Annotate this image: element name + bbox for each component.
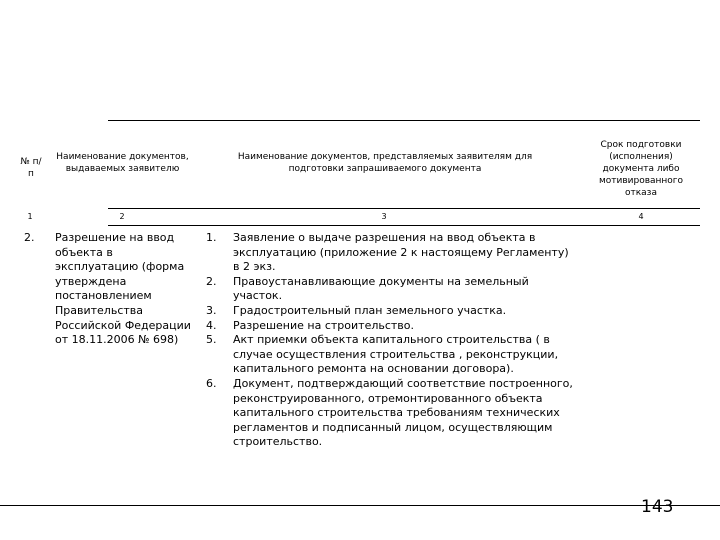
list-item <box>206 231 576 275</box>
list-item-number: 1. <box>206 231 217 244</box>
header-number: № п/п <box>20 157 42 179</box>
list-item <box>206 377 576 450</box>
page-number: 143 <box>641 497 674 517</box>
number-row-rule <box>108 225 700 226</box>
list-item-number: 2. <box>206 274 217 288</box>
list-item-text: Заявление о выдаче разрешения на ввод объекта в эксплуатацию (приложение 2 к настоящему Регламенту) в 2 экз. <box>233 231 569 274</box>
column-number-3: 3 <box>381 212 387 221</box>
list-item-number: 4. <box>206 318 217 332</box>
header-bottom-rule <box>108 208 700 209</box>
column-number-1: 1 <box>27 212 33 221</box>
header-deadline: Срок подготовки (исполнения) документа либо мотивированного отказа <box>598 140 684 198</box>
list-item-number: 5. <box>206 333 217 347</box>
list-item <box>206 319 576 334</box>
list-item-text: Правоустанавливающие документы на земельный участок. <box>233 274 529 303</box>
issued-document-cell: Разрешение на ввод объекта в эксплуатацию (форма утверждена постановлением Правительства Российской Федерации от 18.11.2006 № 698) <box>55 231 191 347</box>
page-bottom-rule <box>0 505 720 506</box>
list-item <box>206 275 576 304</box>
table-top-rule <box>108 120 700 121</box>
list-item-text: Документ, подтверждающий соответствие построенного, реконструированного, отремонтированного объекта капитального строительства требованиям технических регламентов и подписанный лицом, осуществляющим строительство. <box>233 376 573 449</box>
header-issued-documents: Наименование документов, выдаваемых заявителю <box>56 152 189 174</box>
list-item-text: Градостроительный план земельного участка. <box>233 303 507 317</box>
column-number-4: 4 <box>638 212 644 221</box>
list-item-number: 6. <box>206 376 217 390</box>
column-number-2: 2 <box>119 212 125 221</box>
list-item <box>206 304 576 319</box>
header-required-documents: Наименование документов, представляемых заявителям для подготовки запрашиваемого документа <box>237 152 533 174</box>
list-item <box>206 333 576 377</box>
list-item-text: Акт приемки объекта капитального строительства ( в случае осуществления строительства , реконструкции, капитального ремонта на основании договора). <box>233 333 559 376</box>
row-number: 2. <box>24 231 35 244</box>
list-item-number: 3. <box>206 303 217 317</box>
required-documents-list <box>206 231 576 450</box>
list-item-text: Разрешение на строительство. <box>233 318 415 332</box>
